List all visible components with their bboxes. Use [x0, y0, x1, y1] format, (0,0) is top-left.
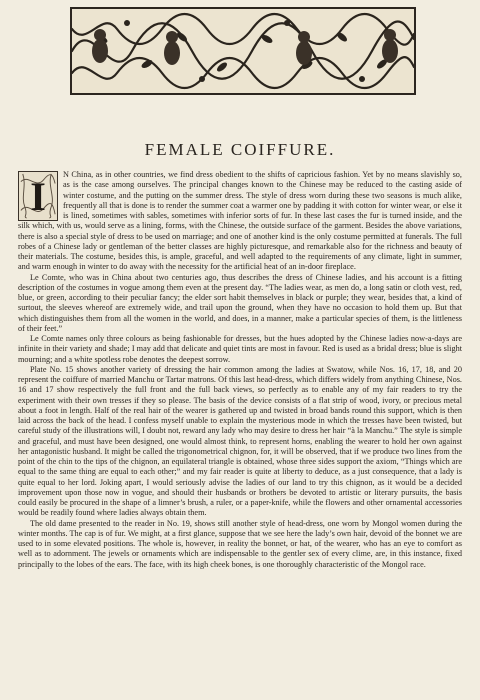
decorative-drop-cap [18, 171, 58, 221]
page-title: FEMALE COIFFURE. [144, 140, 336, 159]
ornamental-header-banner [70, 7, 416, 95]
paragraph: The old dame presented to the reader in No. 19, shows still another style of head-dress, one worn by Mongol women during the winter months. The cap is of fur. We might, at a first glance, suppose that we see here the lady’s own hair, devoid of the bonnet we are used to in some elevated positions. The whole is, however, in reality the bonnet, or hat, of the wearer, who has an eye to comfort as well as to adornment. The jewels or ornaments which are indispensable to the gentler sex of every clime, are, in this instance, fixed principally to the lobes of the ears. The face, with its high cheek bones, is one thoroughly characteristic of the Mongol race. [18, 518, 462, 569]
paragraph: Le Comte names only three colours as being fashionable for dresses, but the hues adopted by the Chinese ladies now-a-days are infinite in their variety and shade; I may add that delicate and quiet tints are most in favour. Red is used as a bridal dress; blue is slight mourning; and a white spotless robe denotes the deepest sorrow. [18, 334, 462, 364]
paragraph: Plate No. 15 shows another variety of dressing the hair common among the ladies at Swatow, while Nos. 16, 17, 18, and 20 represent the coiffure of married Manchu or Tartar matrons. Of this last head-dress, which differs widely from anything Chinese, Nos. 16 and 17 show respectively the full front and the full back views, so perfectly as to enable any of my fair readers to try the experiment with their own tresses if they so please. The basis of the device consists of a flat strip of wood, ivory, or precious metal about a foot in length. Half of the real hair of the wearer is gathered up and twisted in broad bands round this support, which is then laid across the back of the head. I confess myself unable to explain the mysterious mode in which the tresses have been twisted, but careful study of the illustrations will, I doubt not, reward any lady who may desire to dress her hair “à la Manchu.” The style is simple and graceful, and must have been designed, one would almost think, to represent horns, enabling the wearer to hold her own against her antagonistic husband. It might be called the trigonometrical chignon, for, it will be observed, that if we produce two lines from the point of the chin to the tips of the chignon, an equilateral triangle is obtained, whose three sides support the axiom, “Things which are equal to the same thing are equal to each other;” and my fair reader is quite at liberty to deduce, as a just consequence, that a lady is quite equal to her lord. Joking apart, I would seriously advise the ladies of our land to try this chignon, as it would be a decided improvement upon those now in vogue, and should their husbands or brothers be devoted to artistic or literary pursuits, the basis could easily be procured in the shape of a limner’s brush, a ruler, or a paper-knife, while the flowers and other ornamental accessories would be readily found where ladies always obtain them. [18, 364, 462, 518]
paragraph [18, 170, 462, 273]
floral-ornament-icon [72, 9, 414, 93]
paragraph-text: N China, as in other countries, we find dress obedient to the shifts of capricious fashion. Yet by no means slavishly so, as is the case among ourselves. The principal changes known to the Chinese may be reduced to the casting aside of winter costume, and the putting on the summer dress. The style of dress worn during these two seasons is much alike, frequently all that is done is to render the summer coat a warmer one by padding it with cotton for winter wear, or else it is lined, sometimes with sables, sometimes with inferior sorts of fur. In these last cases the fur is turned inside, and the silk which, with us, would serve as a lining, forms, with the Chinese, the outside surface of the garment. Besides the above variations, there is also a special style of dress to be used on marriage; and one of another kind is the only costume permitted at funerals. The full robes of a Chinese lady or gentleman of the better classes are highly picturesque, and remarkable also for the richness and beauty of their materials. The costume, besides this, is ample, graceful, and well adapted to the requirements of any climate, light in summer, and warm enough in winter to do away with the necessity for the artificial heat of an in-door fireplace. [18, 170, 462, 272]
drop-cap-letter: I [30, 174, 46, 219]
article-body [18, 170, 462, 570]
paragraph: Le Comte, who was in China about two centuries ago, thus describes the dress of Chinese ladies, and his account is a fitting description of the costumes in vogue among them even at the present day. “The ladies wear, as men do, a long satin or cloth vest, red, blue, or green, according to their peculiar fancy; the elder sort habit themselves in black or purple; they wear, besides that, a kind of surtout, the sleeves whereof are extremely wide, and trail upon the ground, when they have no occasion to hold them up. But that which distinguishes them from all the women in the world, and does, in a manner, make a particular species of them, is the littleness of their feet.” [18, 272, 462, 333]
